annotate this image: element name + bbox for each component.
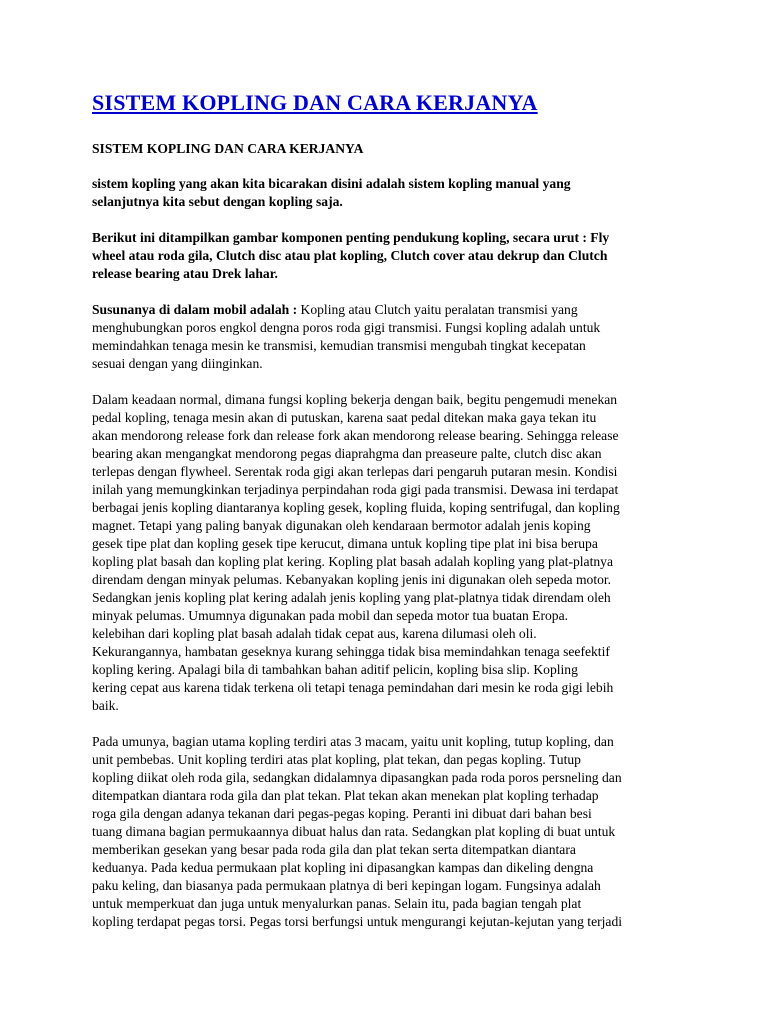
parts-line: paku keling, dan biasanya pada permukaan platnya di beri kepingan logam. Fungsinya adalah [92, 878, 601, 893]
arrangement-label: Susunanya di dalam mobil adalah : [92, 302, 298, 317]
arrangement-text: Kopling atau Clutch yaitu peralatan transmisi yang [297, 302, 578, 317]
normal-line: inilah yang memungkinkan terjadinya perpindahan roda gigi pada transmisi. Dewasa ini terdapat [92, 482, 619, 497]
parts-line: Pada umunya, bagian utama kopling terdiri atas 3 macam, yaitu unit kopling, tutup kopling, dan [92, 734, 614, 749]
arrangement-line: memindahkan tenaga mesin ke transmisi, kemudian transmisi mengubah tingkat kecepatan [92, 338, 586, 353]
intro-line: sistem kopling yang akan kita bicarakan disini adalah sistem kopling manual yang [92, 176, 571, 191]
normal-line: bearing akan mengangkat mendorong pegas diaprahgma dan preaseure palte, clutch disc akan [92, 446, 602, 461]
parts-line: untuk memperkuat dan juga untuk menyalurkan panas. Selain itu, pada bagian tengah plat [92, 896, 582, 911]
arrangement-line: sesuai dengan yang diinginkan. [92, 356, 263, 371]
parts-line: memberikan gesekan yang besar pada roda gila dan plat tekan serta ditempatkan diantara [92, 842, 576, 857]
parts-line: kopling terdapat pegas torsi. Pegas torsi berfungsi untuk mengurangi kejutan-kejutan yang terjadi [92, 914, 623, 929]
parts-line: ditempatkan diantara roda gila dan plat tekan. Plat tekan akan menekan plat kopling terhadap [92, 788, 599, 803]
normal-line: minyak pelumas. Umumnya digunakan pada mobil dan sepeda motor tua buatan Eropa. [92, 608, 569, 623]
components-line: release bearing atau Drek lahar. [92, 266, 278, 281]
normal-line: terlepas dengan flywheel. Serentak roda gigi akan terlepas dari pengaruh putaran mesin. Kondisi [92, 464, 618, 479]
normal-line: direndam dengan minyak pelumas. Kebanyakan kopling jenis ini digunakan oleh sepeda motor. [92, 572, 612, 587]
main-parts-paragraph [92, 733, 682, 931]
components-line: Berikut ini ditampilkan gambar komponen penting pendukung kopling, secara urut : Fly [92, 230, 610, 245]
normal-condition-paragraph [92, 391, 682, 715]
normal-line: kopling kering. Apalagi bila di tambahkan bahan aditif pelicin, kopling bisa slip. Kopling [92, 662, 578, 677]
normal-line: kopling plat basah dan kopling plat kering. Kopling plat basah adalah kopling yang plat-platnya [92, 554, 613, 569]
intro-paragraph [92, 175, 682, 211]
normal-line: pedal kopling, tenaga mesin akan di putuskan, karena saat pedal ditekan maka gaya tekan itu [92, 410, 597, 425]
normal-line: berbagai jenis kopling diantaranya kopling gesek, kopling fluida, koping sentrifugal, dan kopling [92, 500, 620, 515]
document-page [92, 88, 682, 949]
normal-line: baik. [92, 698, 119, 713]
normal-line: kelebihan dari kopling plat basah adalah tidak cepat aus, karena dilumasi oleh oli. [92, 626, 537, 641]
parts-line: keduanya. Pada kedua permukaan plat kopling ini dipasangkan kampas dan dikeling dengna [92, 860, 594, 875]
parts-line: roga gila dengan adanya tekanan dari pegas-pegas koping. Peranti ini dibuat dari bahan besi [92, 806, 592, 821]
components-line: wheel atau roda gila, Clutch disc atau plat kopling, Clutch cover atau dekrup dan Clutch [92, 248, 608, 263]
normal-line: Dalam keadaan normal, dimana fungsi kopling bekerja dengan baik, begitu pengemudi menekan [92, 392, 618, 407]
intro-line: selanjutnya kita sebut dengan kopling saja. [92, 194, 343, 209]
arrangement-line: menghubungkan poros engkol dengna poros roda gigi transmisi. Fungsi kopling adalah untuk [92, 320, 601, 335]
parts-line: tuang dimana bagian permukaannya dibuat halus dan rata. Sedangkan plat kopling di buat untuk [92, 824, 616, 839]
normal-line: Kekurangannya, hambatan geseknya kurang sehingga tidak bisa memindahkan tenaga seefektif [92, 644, 610, 659]
article-subtitle: SISTEM KOPLING DAN CARA KERJANYA [92, 141, 364, 156]
normal-line: gesek tipe plat dan kopling gesek tipe kerucut, dimana untuk kopling tipe plat ini bisa berupa [92, 536, 598, 551]
normal-line: kering cepat aus karena tidak terkena oli tetapi tenaga pemindahan dari mesin ke roda gigi lebih [92, 680, 614, 695]
normal-line: Sedangkan jenis kopling plat kering adalah jenis kopling yang plat-platnya tidak direndam oleh [92, 590, 611, 605]
parts-line: kopling diikat oleh roda gila, sedangkan didalamnya dipasangkan pada roda poros persneling dan [92, 770, 622, 785]
components-paragraph [92, 229, 682, 283]
normal-line: akan mendorong release fork dan release fork akan mendorong release bearing. Sehingga release [92, 428, 619, 443]
arrangement-paragraph [92, 301, 682, 373]
parts-line: unit pembebas. Unit kopling terdiri atas plat kopling, plat tekan, dan pegas kopling. Tutup [92, 752, 581, 767]
article-title-link[interactable]: SISTEM KOPLING DAN CARA KERJANYA [92, 90, 538, 115]
normal-line: magnet. Tetapi yang paling banyak digunakan oleh kendaraan bermotor adalah jenis koping [92, 518, 591, 533]
